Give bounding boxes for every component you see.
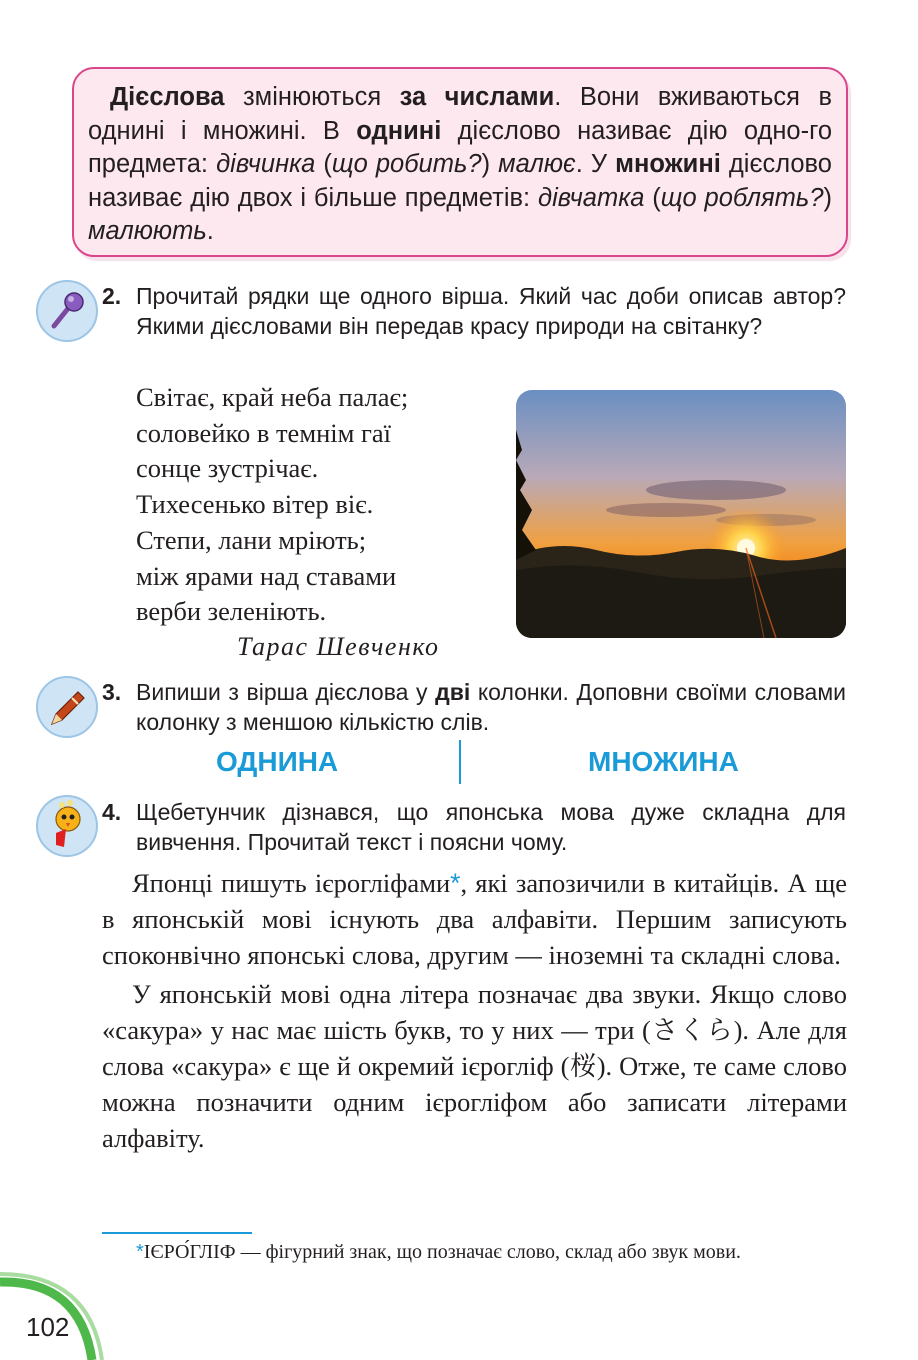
task-3-text bbox=[136, 677, 846, 737]
task-2-number: 2. bbox=[102, 283, 122, 309]
poem bbox=[136, 380, 506, 630]
rule-term-by-number: за числами bbox=[399, 83, 555, 111]
poem-line: між ярами над ставами bbox=[136, 560, 397, 591]
column-singular: ОДНИНА bbox=[216, 746, 339, 777]
rule-example: що робить? bbox=[331, 150, 482, 178]
paragraph-text: Японці пишуть ієрогліфами bbox=[132, 868, 451, 898]
task-2-text: Прочитай рядки ще одного вірша. Який час доби описав автор? Якими дієсловами він передав красу природи на світанку? bbox=[136, 283, 846, 339]
task-3-emphasis: дві bbox=[435, 679, 471, 705]
rule-text: ( bbox=[315, 150, 332, 178]
footnote-marker: * bbox=[136, 1241, 144, 1263]
microphone-icon bbox=[36, 280, 98, 342]
reading-paragraph-1 bbox=[102, 866, 847, 973]
rule-text: . bbox=[206, 217, 214, 245]
footnote-term: ІЄРО́ГЛІФ bbox=[143, 1241, 236, 1263]
rule-example: дівчатка bbox=[537, 183, 645, 212]
footnote-divider bbox=[102, 1232, 252, 1234]
rule-text: ( bbox=[644, 183, 661, 212]
poem-line: верби зеленіють. bbox=[136, 596, 327, 627]
poem-line: Степи, лани мріють; bbox=[136, 524, 367, 555]
rule-text: дієслово називає дію двох і більше предметів: bbox=[88, 150, 832, 212]
poem-author: Тарас Шевченко bbox=[237, 632, 440, 661]
rule-text: дієслово називає дію одно-го предмета: bbox=[88, 116, 833, 178]
rule-text: ) bbox=[481, 150, 499, 178]
poem-line: Тихесенько вітер віє. bbox=[136, 489, 374, 520]
pen-icon bbox=[36, 676, 98, 738]
rule-text: . У bbox=[575, 150, 616, 178]
rule-example: малюють bbox=[88, 217, 207, 245]
rule-example: дівчинка bbox=[216, 150, 316, 178]
page-number: 102 bbox=[26, 1312, 70, 1342]
poem-line: Світає, край неба палає; bbox=[136, 382, 409, 412]
rule-term-singular: однині bbox=[356, 116, 442, 145]
task-3-number: 3. bbox=[102, 679, 122, 705]
rule-term-plural: множині bbox=[615, 150, 721, 178]
reading-text bbox=[102, 866, 847, 1156]
rule-example: малює bbox=[498, 150, 576, 178]
task-3-text-part: Випиши з вірша дієслова у bbox=[136, 679, 436, 705]
task-4-number: 4. bbox=[102, 799, 122, 825]
rule-box bbox=[72, 67, 848, 257]
footnote bbox=[102, 1240, 847, 1265]
poem-line: сонце зустрічає. bbox=[136, 453, 319, 484]
sunrise-photo bbox=[516, 390, 846, 638]
poem-line: соловейко в темнім гаї bbox=[136, 417, 392, 448]
rule-text: ) bbox=[823, 183, 833, 212]
reading-paragraph-2: У японській мові одна літера позначає два звуки. Якщо слово «сакура» у нас має шість букв, то у них — три (さくら). Але для слова «сакура» є ще й окремий ієрогліф (桜). Отже, те саме слово можна позначити одним ієрогліфом або записати літерами алфавіту. bbox=[102, 979, 847, 1153]
column-plural: МНОЖИНА bbox=[588, 746, 739, 777]
footnote-marker: * bbox=[450, 868, 461, 898]
column-divider bbox=[459, 740, 461, 784]
bird-character-icon bbox=[36, 795, 98, 857]
task-3-text-part: колонки. Доповни своїми словами колонку з меншою кількістю слів. bbox=[136, 679, 847, 735]
paragraph-text: , які запозичили в китайців. А ще в японській мові існують два алфавіти. Першим записують споконвічно японські слова, другим — іноземні та складні слова. bbox=[102, 868, 847, 970]
rule-term-verbs: Дієслова bbox=[110, 83, 225, 111]
rule-text: . Вони вживаються в однині і множині. В bbox=[88, 83, 832, 145]
task-4-text: Щебетунчик дізнався, що японська мова дуже складна для вивчення. Прочитай текст і поясни чому. bbox=[136, 799, 846, 855]
rule-example: що роблять? bbox=[660, 183, 824, 212]
rule-text: змінюються bbox=[224, 83, 400, 111]
footnote-text: — фігурний знак, що позначає слово, склад або звук мови. bbox=[235, 1241, 741, 1263]
